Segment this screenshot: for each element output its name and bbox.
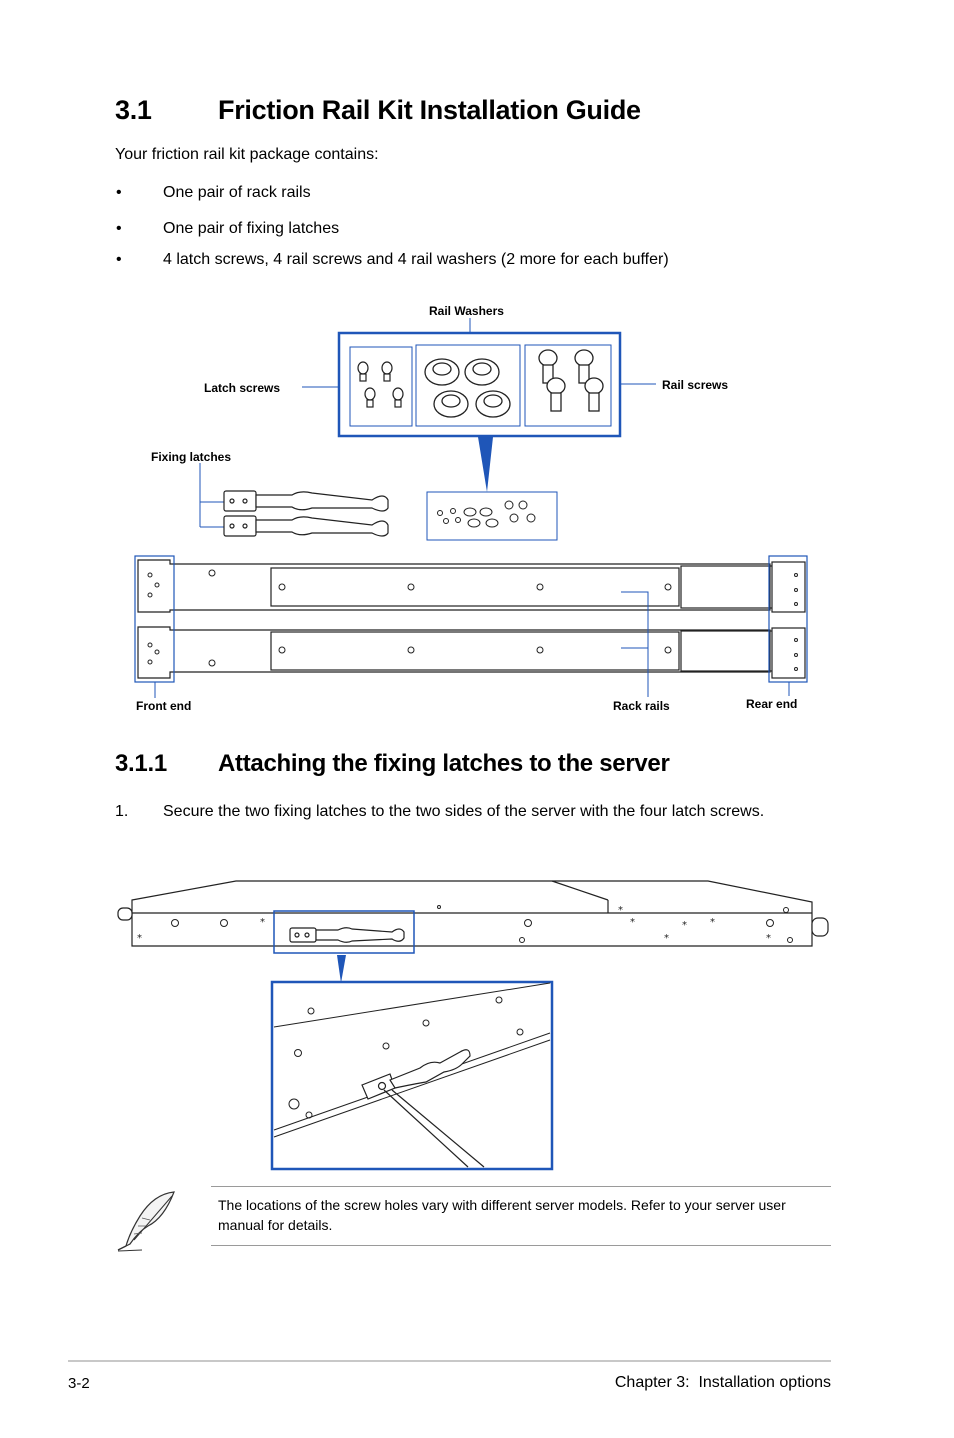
svg-text:*: *	[618, 905, 623, 916]
list-item: One pair of fixing latches	[163, 220, 340, 237]
latch-screws-label: Latch screws	[204, 381, 281, 395]
bullet-marker: •	[116, 184, 122, 201]
chapter-title: Chapter 3: Installation options	[614, 1374, 831, 1391]
note-text: The locations of the screw holes vary with different server models. Refer to your server user manual for details.	[218, 1197, 786, 1233]
note-bottom-rule	[211, 1245, 831, 1246]
section-title: Friction Rail Kit Installation Guide	[218, 95, 641, 125]
svg-text:*: *	[630, 917, 635, 928]
intro-text: Your friction rail kit package contains:	[115, 146, 379, 163]
bullet-marker: •	[116, 220, 122, 237]
footer-rule	[68, 1360, 831, 1362]
svg-text:*: *	[260, 917, 265, 928]
svg-text:*: *	[682, 920, 687, 931]
rear-end-label: Rear end	[746, 697, 798, 711]
section-number: 3.1	[115, 95, 152, 125]
rail-screws-label: Rail screws	[662, 378, 729, 392]
front-end-label: Front end	[136, 699, 192, 713]
rack-rails-label: Rack rails	[613, 699, 670, 713]
subsection-number: 3.1.1	[115, 750, 167, 777]
subsection-title: Attaching the fixing latches to the server	[218, 750, 670, 777]
svg-text:*: *	[710, 917, 715, 928]
feather-pen-icon	[114, 1188, 184, 1258]
rail-washers-label: Rail Washers	[429, 304, 504, 318]
page-number: 3-2	[68, 1375, 90, 1392]
step-number: 1.	[115, 803, 129, 820]
svg-text:*: *	[766, 933, 771, 944]
bullet-marker: •	[116, 251, 122, 268]
note-top-rule	[211, 1186, 831, 1187]
svg-text:*: *	[664, 933, 669, 944]
list-item: One pair of rack rails	[163, 184, 311, 201]
svg-text:*: *	[137, 933, 142, 944]
step-text: Secure the two fixing latches to the two sides of the server with the four latch screws.	[163, 803, 765, 820]
list-item: 4 latch screws, 4 rail screws and 4 rail washers (2 more for each buffer)	[163, 251, 669, 268]
fixing-latches-label: Fixing latches	[151, 450, 232, 464]
